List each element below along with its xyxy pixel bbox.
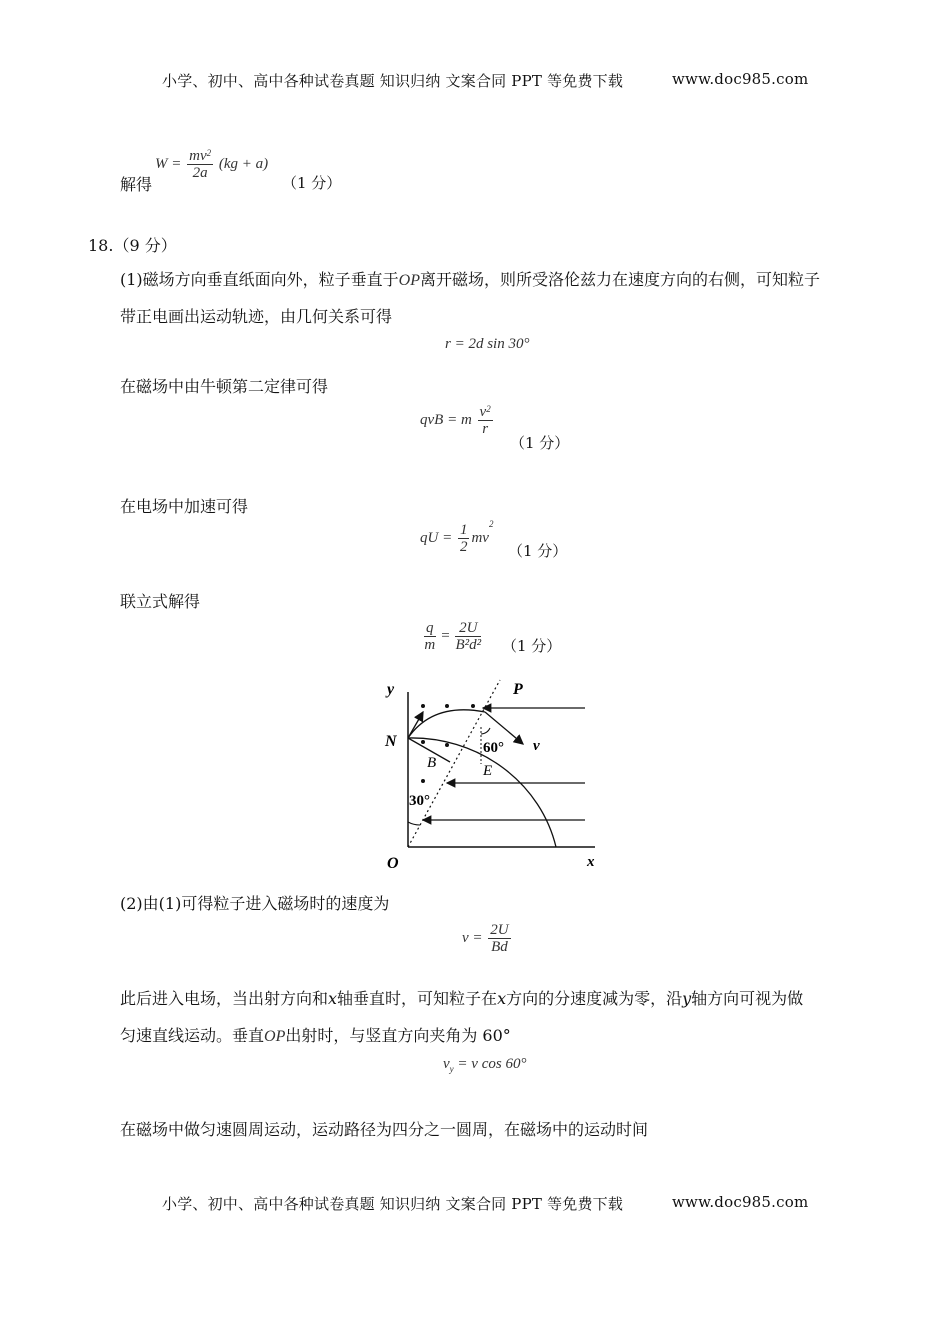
footer-text: 小学、初中、高中各种试卷真题 知识归纳 文案合同 PPT 等免费下载 bbox=[162, 1195, 624, 1213]
eq-energy-tail: mv bbox=[471, 529, 489, 546]
label-e: E bbox=[483, 763, 493, 779]
para-7a: 匀速直线运动。垂直 bbox=[120, 1026, 265, 1045]
para-6b: 轴垂直时，可知粒子在 bbox=[337, 989, 498, 1008]
para-7 bbox=[120, 1023, 511, 1046]
eq-energy-den: 2 bbox=[459, 539, 468, 555]
prev-num: mv bbox=[189, 148, 207, 164]
eq-radius: r = 2d sin 30° bbox=[445, 336, 530, 352]
label-y: y bbox=[387, 681, 395, 698]
eq-velocity-lhs: v = bbox=[462, 929, 483, 946]
label-p: P bbox=[513, 681, 523, 698]
para-6-y: y bbox=[682, 989, 692, 1008]
eq-newton-score: （1 分） bbox=[510, 434, 570, 452]
prev-equation: W = $\frac{mv^2}{2a}$ (kg + a) bbox=[155, 148, 269, 181]
field-dot bbox=[471, 704, 475, 708]
header-url[interactable]: www.doc985.com bbox=[672, 70, 809, 88]
eq-ratio-den1: m bbox=[424, 637, 436, 653]
eq-newton: qvB = m $\frac{v^2}{r}$ bbox=[420, 404, 491, 437]
label-n: N bbox=[385, 733, 397, 750]
op-symbol: OP bbox=[398, 272, 420, 289]
eq-ratio-den2: B²d² bbox=[455, 637, 482, 653]
prev-tail: (kg + a) bbox=[218, 155, 269, 172]
eq-vy-v: v bbox=[443, 1056, 450, 1072]
field-dot bbox=[421, 704, 425, 708]
inner-arc bbox=[408, 710, 485, 738]
eq-ratio-num2: 2U bbox=[455, 620, 481, 637]
velocity-n bbox=[408, 712, 423, 738]
eq-velocity bbox=[462, 922, 513, 955]
eq-ratio-score: （1 分） bbox=[502, 637, 562, 655]
prev-den: 2a bbox=[192, 165, 208, 181]
trajectory-figure bbox=[375, 672, 615, 882]
eq-velocity-den: Bd bbox=[491, 939, 508, 955]
prev-lhs: W = bbox=[155, 155, 182, 172]
para-5: (2)由(1)可得粒子进入磁场时的速度为 bbox=[120, 894, 390, 913]
prev-prefix: 解得 bbox=[120, 175, 153, 194]
field-dot bbox=[445, 704, 449, 708]
prev-score: （1 分） bbox=[282, 174, 342, 192]
para-6-x: x bbox=[328, 989, 338, 1008]
para-6-x2: x bbox=[497, 989, 507, 1008]
label-b: B bbox=[427, 755, 437, 771]
para-7-op: OP bbox=[264, 1028, 286, 1045]
label-30: 30° bbox=[409, 793, 430, 809]
field-dot bbox=[421, 740, 425, 744]
eq-energy-num: 1 bbox=[459, 522, 468, 538]
para-4: 联立式解得 bbox=[120, 592, 201, 611]
field-dot bbox=[421, 779, 425, 783]
eq-energy-lhs: qU = bbox=[420, 529, 453, 546]
para-3: 在电场中加速可得 bbox=[120, 497, 249, 516]
para-6a: 此后进入电场，当出射方向和 bbox=[120, 989, 329, 1008]
para-7b: 出射时，与竖直方向夹角为 60° bbox=[285, 1026, 511, 1045]
question-number: 18.（9 分） bbox=[88, 236, 177, 255]
para-1a bbox=[120, 267, 820, 290]
para-1b-text: 离开磁场，则所受洛伦兹力在速度方向的右侧，可知粒子 bbox=[420, 270, 821, 289]
label-x: x bbox=[587, 854, 595, 870]
eq-ratio-num1: q bbox=[426, 620, 434, 636]
label-o: O bbox=[387, 855, 399, 872]
header-text: 小学、初中、高中各种试卷真题 知识归纳 文案合同 PPT 等免费下载 bbox=[162, 72, 624, 90]
eq-newton-den: r bbox=[482, 421, 489, 437]
label-v: v bbox=[533, 738, 540, 754]
label-60: 60° bbox=[483, 740, 504, 756]
eq-newton-num: v bbox=[479, 404, 487, 420]
eq-newton-lhs: qvB = m bbox=[420, 411, 472, 428]
eq-ratio bbox=[422, 620, 483, 653]
eq-energy: qU = $\frac{1}{2}$ $mv^2$ bbox=[420, 519, 494, 555]
para-6 bbox=[120, 986, 803, 1009]
eq-energy-score: （1 分） bbox=[508, 542, 568, 560]
para-1c: 带正电画出运动轨迹，由几何关系可得 bbox=[120, 307, 393, 326]
eq-ratio-eq: = bbox=[441, 627, 450, 644]
eq-vy-rhs: = v cos 60° bbox=[457, 1056, 527, 1072]
para-6c: 方向的分速度减为零，沿 bbox=[506, 989, 683, 1008]
para-2: 在磁场中由牛顿第二定律可得 bbox=[120, 377, 329, 396]
para-1a-text: (1)磁场方向垂直纸面向外，粒子垂直于 bbox=[120, 270, 399, 289]
field-dot bbox=[445, 743, 449, 747]
footer-url[interactable]: www.doc985.com bbox=[672, 1193, 809, 1211]
eq-vy bbox=[443, 1056, 526, 1074]
angle-arc-30 bbox=[408, 822, 420, 825]
eq-vy-sub: y bbox=[449, 1064, 454, 1074]
angle-arc-60 bbox=[481, 728, 490, 734]
eq-velocity-num: 2U bbox=[490, 922, 509, 938]
para-8: 在磁场中做匀速圆周运动，运动路径为四分之一圆周，在磁场中的运动时间 bbox=[120, 1120, 649, 1139]
para-6d: 轴方向可视为做 bbox=[691, 989, 804, 1008]
